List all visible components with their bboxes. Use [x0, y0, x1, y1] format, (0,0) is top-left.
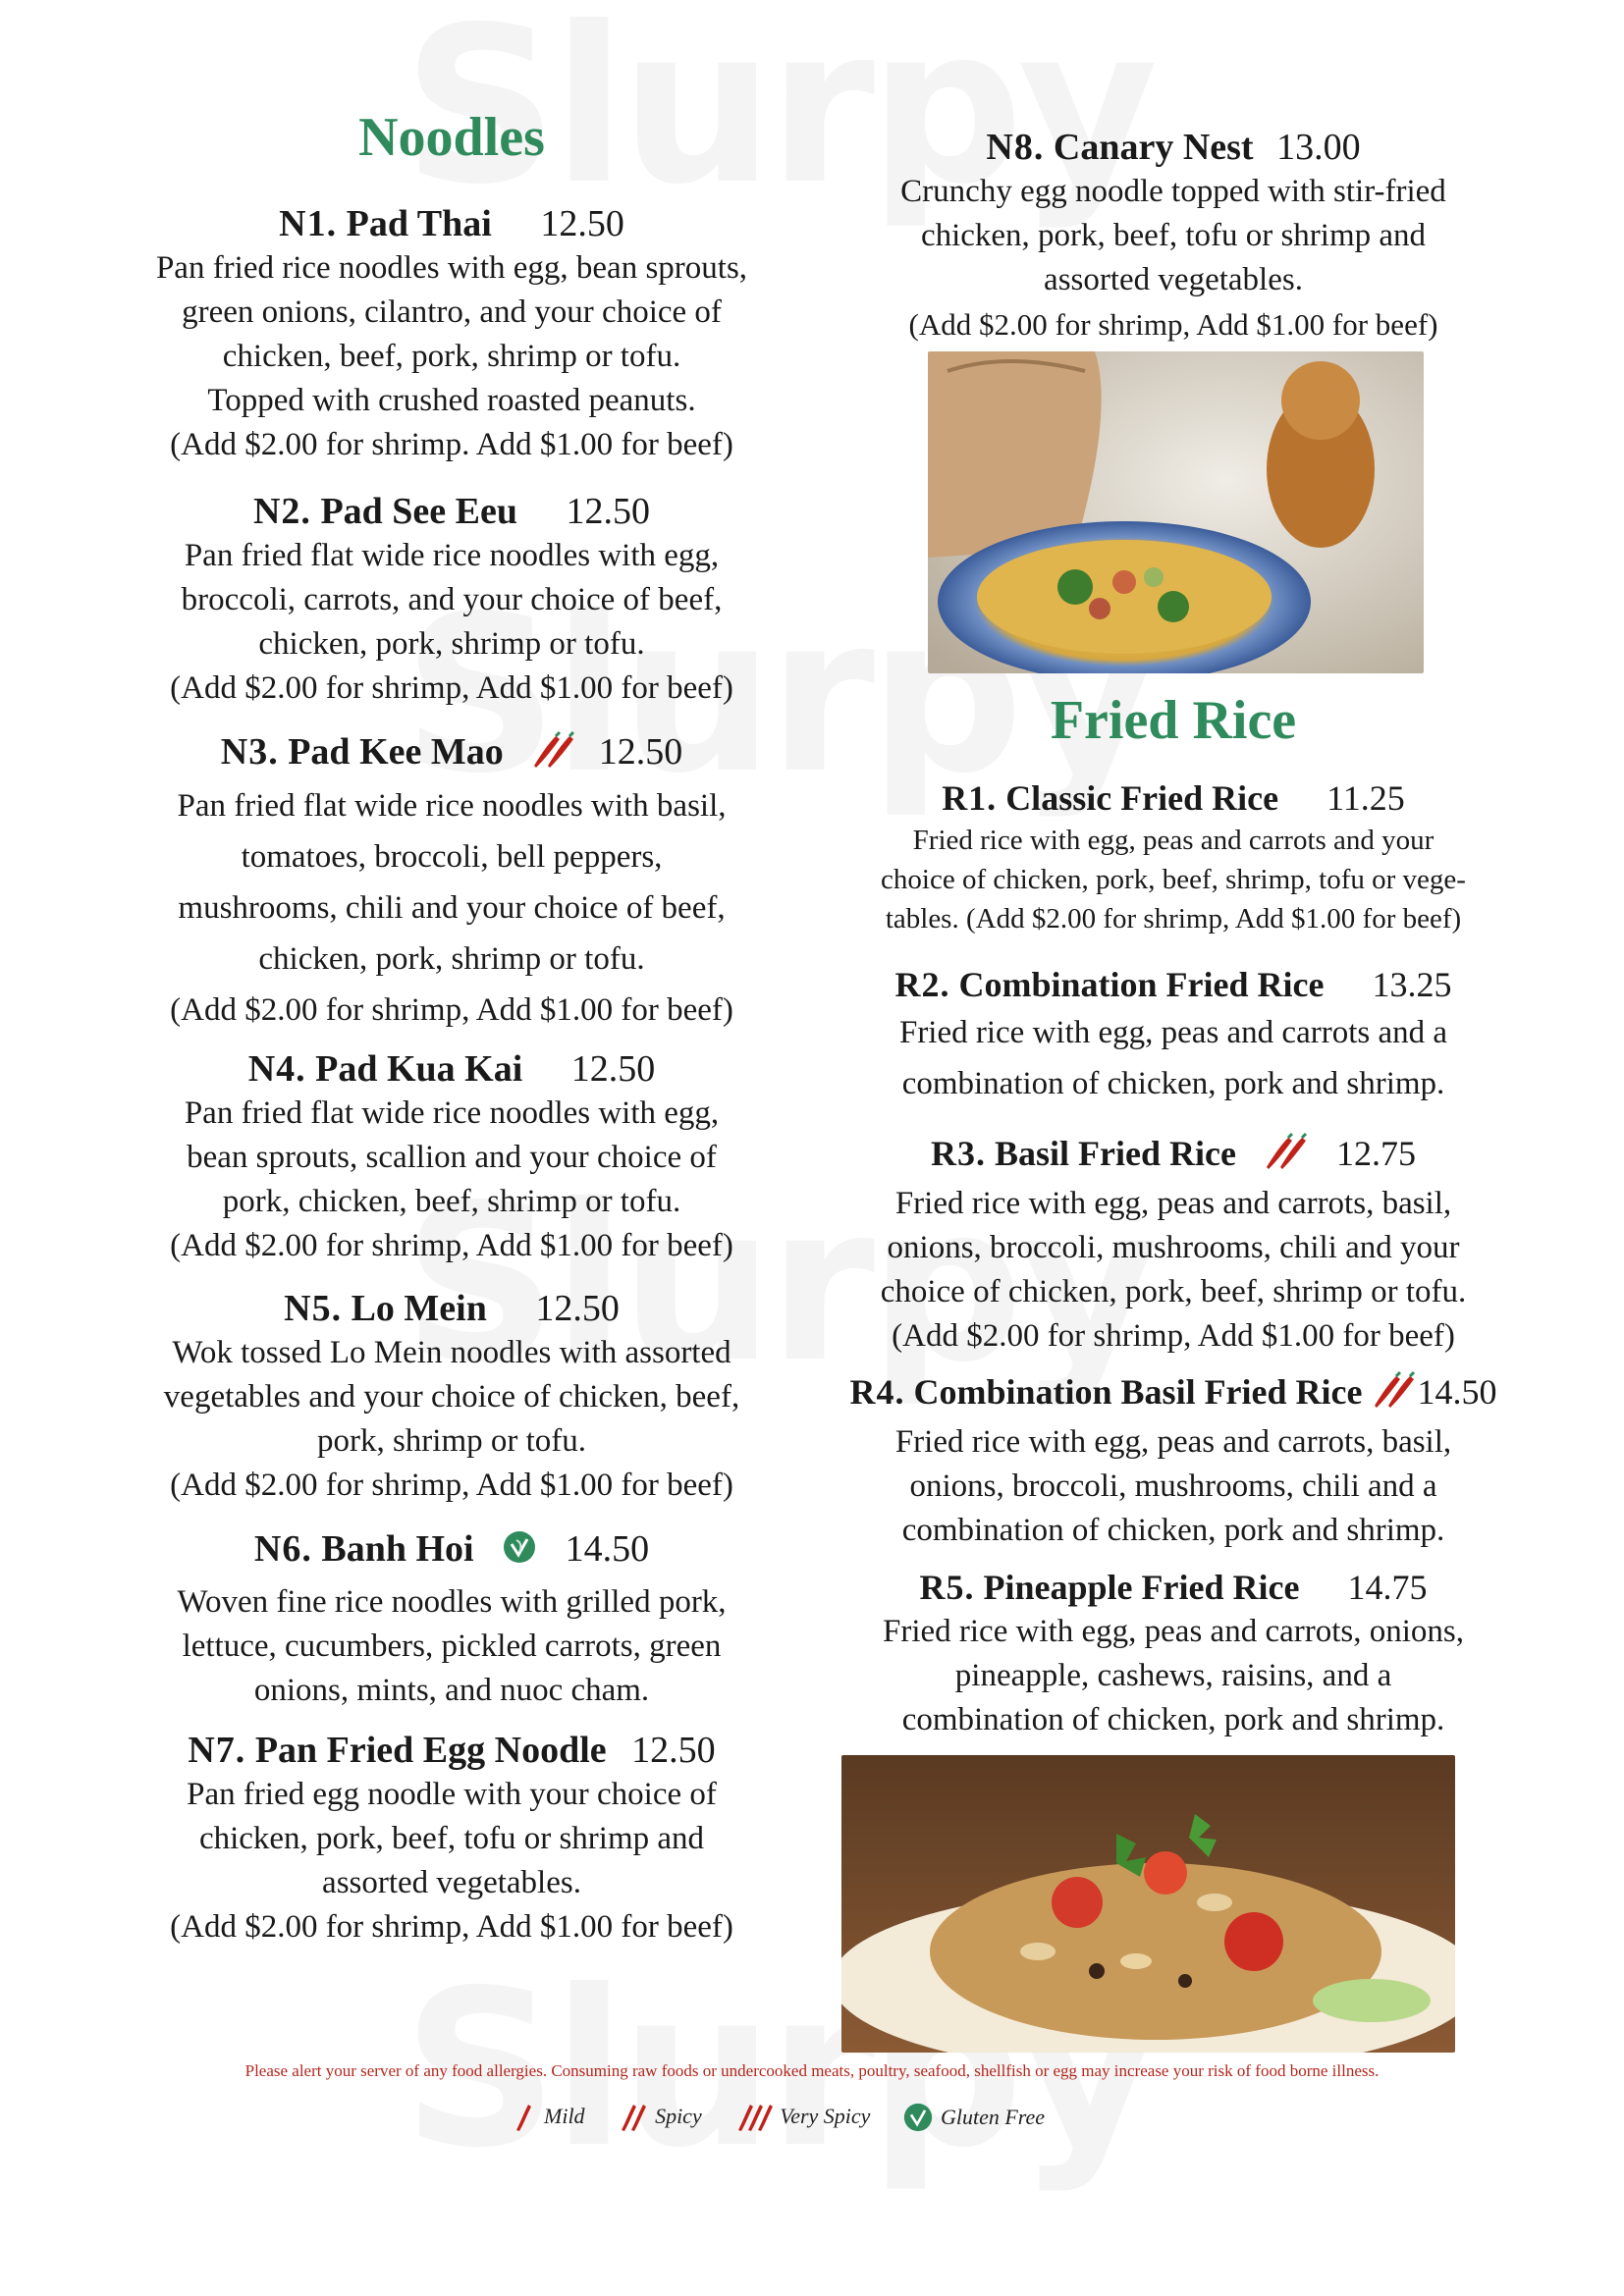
- item-price: 12.50: [631, 1730, 716, 1771]
- item-description: [98, 1580, 805, 1713]
- item-description: [820, 1420, 1527, 1553]
- desc-line: (Add $2.00 for shrimp, Add $1.00 for beef): [892, 1318, 1455, 1355]
- desc-line: combination of chicken, pork and shrimp.: [901, 1513, 1445, 1549]
- item-price: 14.75: [1347, 1568, 1428, 1607]
- desc-line: pineapple, cashews, raisins, and a: [954, 1658, 1392, 1693]
- item-price: 14.50: [565, 1528, 650, 1570]
- desc-line: chicken, pork, shrimp or tofu.: [258, 940, 645, 977]
- desc-line: (Add $2.00 for shrimp, Add $1.00 for beef): [170, 1909, 733, 1945]
- item-code: R1.: [942, 778, 998, 818]
- desc-line: onions, mints, and nuoc cham.: [253, 1673, 650, 1709]
- desc-line: Pan fried egg noodle with your choice of: [187, 1777, 717, 1812]
- menu-item-r4: [820, 1369, 1527, 1553]
- desc-line: lettuce, cucumbers, pickled carrots, green: [182, 1629, 722, 1665]
- item-name: Pad See Eeu: [320, 491, 517, 532]
- legend-very-spicy: [734, 2101, 870, 2132]
- desc-line: tomatoes, broccoli, bell peppers,: [241, 838, 663, 875]
- item-name: Pineapple Fried Rice: [983, 1568, 1300, 1607]
- desc-line: pork, shrimp or tofu.: [316, 1423, 587, 1459]
- item-description: [98, 246, 805, 467]
- item-code: N4.: [247, 1048, 306, 1090]
- desc-line: vegetables and your choice of chicken, beef,: [163, 1379, 740, 1415]
- item-heading: [820, 125, 1527, 170]
- desc-line: (Add $2.00 for shrimp, Add $1.00 for beef): [170, 1228, 733, 1263]
- desc-line: (Add $2.00 for shrimp, Add $1.00 for beef): [170, 1468, 733, 1503]
- legend-spicy: [618, 2101, 702, 2132]
- item-name: Canary Nest: [1053, 127, 1254, 168]
- item-code: N2.: [252, 491, 311, 532]
- item-name: Banh Hoi: [321, 1528, 474, 1570]
- desc-line: bean sprouts, scallion and your choice of: [187, 1140, 717, 1175]
- desc-line: Crunchy egg noodle topped with stir-fried: [900, 174, 1446, 209]
- desc-line: (Add $2.00 for shrimp, Add $1.00 for beef): [170, 670, 733, 706]
- desc-line: chicken, pork, shrimp or tofu.: [258, 626, 645, 662]
- item-description: [98, 780, 805, 1036]
- item-price: 12.50: [598, 731, 683, 773]
- desc-line: Fried rice with egg, peas and carrots and your: [912, 825, 1435, 856]
- item-heading: [98, 729, 805, 780]
- item-name: Basil Fried Rice: [995, 1134, 1236, 1173]
- item-heading: [98, 1286, 805, 1331]
- desc-line: combination of chicken, pork and shrimp.: [901, 1066, 1445, 1101]
- item-heading: [98, 1046, 805, 1092]
- item-description: [820, 1007, 1527, 1109]
- item-description: [98, 534, 805, 711]
- item-heading: [820, 775, 1527, 821]
- menu-item-r5: [820, 1565, 1527, 1742]
- menu-item-r2: [820, 962, 1527, 1109]
- desc-line: chicken, pork, beef, tofu or shrimp and: [198, 1821, 705, 1856]
- gluten-free-icon: [903, 2103, 933, 2132]
- menu-item-n6: [98, 1526, 805, 1713]
- item-heading: [98, 1526, 805, 1575]
- desc-line: broccoli, carrots, and your choice of beef,: [181, 582, 723, 617]
- desc-line: assorted vegetables.: [1044, 262, 1303, 297]
- desc-line: assorted vegetables.: [322, 1865, 581, 1900]
- item-heading: [820, 1369, 1527, 1420]
- item-description: [820, 821, 1527, 938]
- canary-nest-photo: [928, 351, 1424, 673]
- section-title-noodles: Noodles: [358, 107, 545, 168]
- spicy-chili-icon: [526, 730, 575, 780]
- mild-chili-icon: [511, 2101, 536, 2132]
- desc-line: Woven fine rice noodles with grilled pork,: [177, 1584, 727, 1621]
- legend-label: Spicy: [655, 2104, 702, 2128]
- desc-line: mushrooms, chili and your choice of beef,: [178, 889, 726, 926]
- menu-item-r3: [820, 1131, 1527, 1359]
- item-price: 13.25: [1372, 965, 1452, 1004]
- item-code: R2.: [894, 965, 950, 1004]
- desc-line: combination of chicken, pork and shrimp.: [901, 1702, 1445, 1737]
- item-price: 12.50: [566, 491, 650, 532]
- item-description: [820, 1182, 1527, 1359]
- desc-line: Fried rice with egg, peas and carrots, basil,: [894, 1424, 1452, 1461]
- menu-item-n8: [820, 125, 1527, 347]
- item-heading: [820, 962, 1527, 1007]
- menu-item-n7: [98, 1728, 805, 1949]
- desc-line: (Add $2.00 for shrimp. Add $1.00 for beef): [170, 427, 733, 462]
- desc-line: tables. (Add $2.00 for shrimp, Add $1.00 for beef): [885, 903, 1462, 934]
- menu-item-n3: [98, 729, 805, 1036]
- item-price: 11.25: [1326, 778, 1405, 818]
- item-name: Pad Kee Mao: [288, 731, 504, 773]
- desc-line: onions, broccoli, mushrooms, chili and your: [887, 1230, 1460, 1266]
- item-code: N8.: [986, 127, 1045, 168]
- item-heading: [98, 201, 805, 246]
- desc-line: Fried rice with egg, peas and carrots, basil,: [894, 1186, 1452, 1222]
- item-name: Combination Fried Rice: [958, 965, 1325, 1004]
- fried-rice-photo: [841, 1755, 1455, 2053]
- desc-line: Pan fried flat wide rice noodles with basil,: [177, 787, 727, 824]
- item-name: Lo Mein: [351, 1288, 487, 1329]
- desc-line: pork, chicken, beef, shrimp or tofu.: [222, 1184, 681, 1219]
- item-price: 12.75: [1335, 1134, 1416, 1173]
- item-heading: [98, 489, 805, 534]
- desc-line: choice of chicken, pork, beef, shrimp or tofu.: [880, 1274, 1467, 1310]
- item-description: [820, 1610, 1527, 1742]
- desc-line: Fried rice with egg, peas and carrots, onions,: [882, 1614, 1464, 1649]
- legend-gluten-free: [903, 2103, 1045, 2132]
- desc-line: Wok tossed Lo Mein noodles with assorted: [172, 1335, 731, 1370]
- desc-line: Topped with crushed roasted peanuts.: [207, 383, 696, 418]
- legend-mild: [511, 2101, 585, 2132]
- item-heading: [98, 1728, 805, 1773]
- item-code: N7.: [188, 1730, 246, 1771]
- item-name: Pad Kua Kai: [315, 1048, 523, 1090]
- desc-line: choice of chicken, pork, beef, shrimp, tofu or vege-: [881, 864, 1466, 895]
- menu-item-n2: [98, 489, 805, 711]
- legend-label: Gluten Free: [940, 2105, 1046, 2129]
- item-name: Pan Fried Egg Noodle: [254, 1730, 607, 1771]
- desc-line: onions, broccoli, mushrooms, chili and a: [909, 1468, 1437, 1505]
- allergy-warning: Please alert your server of any food allergies. Consuming raw foods or undercooked meats, poultry, seafood, shellfish or egg may increase your risk of food borne illness.: [244, 2061, 1380, 2080]
- item-price: 12.50: [570, 1048, 656, 1090]
- desc-line: chicken, beef, pork, shrimp or tofu.: [222, 339, 681, 374]
- item-code: R5.: [919, 1568, 975, 1607]
- item-code: R4.: [849, 1372, 905, 1412]
- item-heading: [820, 1131, 1527, 1182]
- spicy-chili-icon: [1259, 1132, 1308, 1182]
- item-description: [820, 170, 1527, 347]
- item-name: Classic Fried Rice: [1005, 778, 1279, 818]
- menu-item-n5: [98, 1286, 805, 1508]
- desc-line: Pan fried flat wide rice noodles with egg,: [184, 1095, 720, 1131]
- item-heading: [820, 1565, 1527, 1610]
- item-description: [98, 1331, 805, 1508]
- item-code: N1.: [279, 203, 338, 244]
- menu-item-n1: [98, 201, 805, 467]
- desc-line: green onions, cilantro, and your choice of: [182, 294, 722, 330]
- desc-line: Fried rice with egg, peas and carrots and a: [898, 1015, 1448, 1050]
- item-price: 12.50: [535, 1288, 620, 1329]
- menu-item-n4: [98, 1046, 805, 1268]
- desc-line: (Add $2.00 for shrimp, Add $1.00 for beef): [908, 307, 1438, 342]
- desc-line: (Add $2.00 for shrimp, Add $1.00 for beef): [170, 991, 733, 1028]
- section-title-fried-rice: Fried Rice: [1050, 690, 1297, 751]
- item-description: [98, 1773, 805, 1949]
- gluten-free-icon: [503, 1529, 536, 1575]
- item-name: Combination Basil Fried Rice: [913, 1372, 1363, 1412]
- desc-line: Pan fried flat wide rice noodles with egg,: [184, 538, 720, 573]
- item-name: Pad Thai: [346, 203, 492, 244]
- item-description: [98, 1092, 805, 1268]
- very-spicy-chili-icon: [734, 2101, 778, 2132]
- spicy-chili-icon: [618, 2101, 653, 2132]
- legend: [511, 2101, 1072, 2138]
- legend-label: Very Spicy: [780, 2104, 871, 2128]
- item-code: N6.: [253, 1528, 312, 1570]
- desc-line: Pan fried rice noodles with egg, bean sprouts,: [155, 250, 748, 286]
- item-code: N3.: [220, 731, 279, 773]
- item-price: 13.00: [1276, 127, 1361, 168]
- item-code: R3.: [931, 1134, 987, 1173]
- menu-item-r1: [820, 775, 1527, 938]
- item-price: 14.50: [1417, 1372, 1497, 1412]
- desc-line: chicken, pork, beef, tofu or shrimp and: [920, 218, 1427, 253]
- legend-label: Mild: [544, 2104, 585, 2128]
- item-price: 12.50: [540, 203, 624, 244]
- item-code: N5.: [284, 1288, 343, 1329]
- spicy-chili-icon: [1367, 1370, 1416, 1420]
